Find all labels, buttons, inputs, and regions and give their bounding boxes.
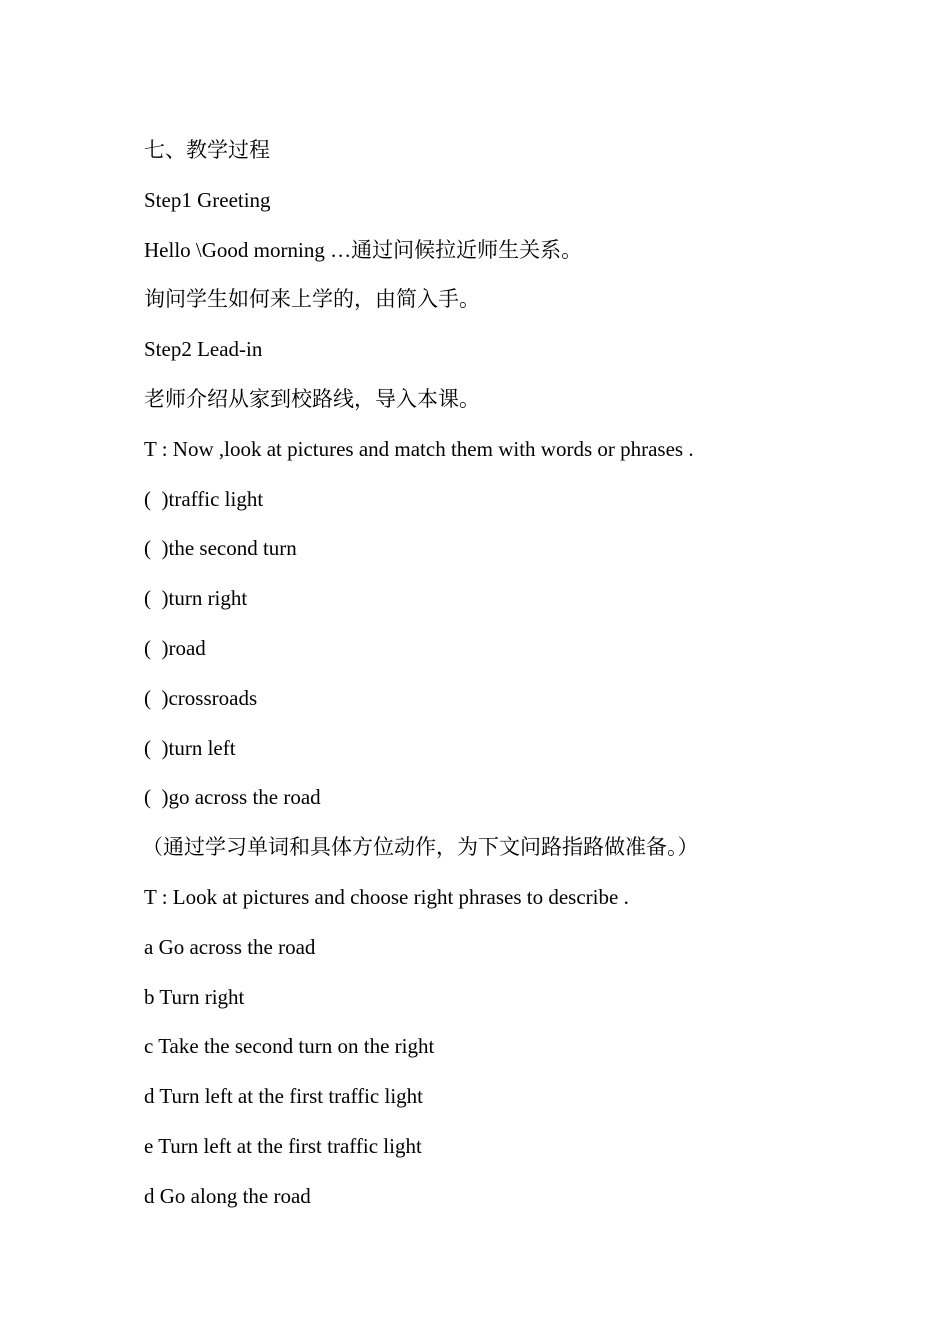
match-item: ( )road (144, 635, 206, 660)
match-item: ( )turn left (144, 735, 236, 760)
match-item: ( )traffic light (144, 486, 264, 511)
section-heading: 七、教学过程 (144, 138, 270, 162)
paragraph: Hello \Good morning …通过问候拉近师生关系。 (144, 237, 583, 262)
match-item: ( )turn right (144, 586, 248, 611)
paragraph: 询问学生如何来上学的，由简入手。 (144, 287, 480, 312)
option-item: d Go along the road (144, 1183, 311, 1208)
match-item: ( )crossroads (144, 685, 258, 710)
instruction: T : Now ,look at pictures and match them with words or phrases . (144, 436, 694, 461)
note: （通过学习单词和具体方位动作，为下文问路指路做准备。） (142, 835, 699, 860)
option-item: a Go across the road (144, 934, 316, 959)
instruction: T : Look at pictures and choose right phrases to describe . (144, 884, 629, 909)
match-item: ( )go across the road (144, 785, 321, 810)
step-heading: Step1 Greeting (144, 187, 271, 212)
match-item: ( )the second turn (144, 536, 297, 561)
paragraph: 老师介绍从家到校路线，导入本课。 (144, 386, 480, 411)
option-item: c Take the second turn on the right (144, 1034, 435, 1059)
document-body (144, 130, 864, 1226)
option-item: b Turn right (144, 984, 245, 1009)
option-item: d Turn left at the first traffic light (144, 1084, 423, 1109)
step-heading: Step2 Lead-in (144, 337, 263, 362)
option-item: e Turn left at the first traffic light (144, 1133, 422, 1158)
